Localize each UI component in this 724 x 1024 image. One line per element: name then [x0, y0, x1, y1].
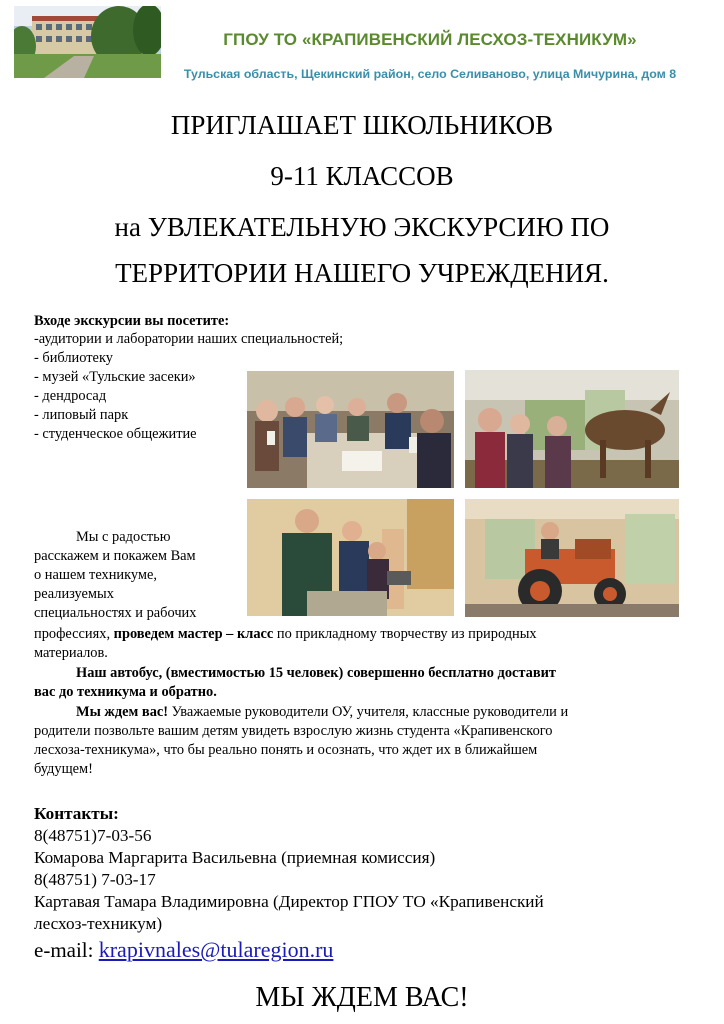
email-label: e-mail:: [34, 938, 99, 962]
photo-lab-equipment: [247, 499, 454, 616]
wait-line-1: [76, 703, 568, 722]
intro-line: реализуемых: [34, 586, 114, 602]
intro-end: материалов.: [34, 645, 108, 661]
tour-item: - липовый парк: [34, 407, 129, 423]
contact-person-2-cont: лесхоз-техникум): [34, 914, 163, 933]
wait-line-4: будущем!: [34, 761, 93, 777]
contact-phone-1: 8(48751)7-03-56: [34, 826, 152, 845]
photo-museum-elk: [465, 370, 679, 488]
tour-item: - дендросад: [34, 388, 107, 404]
photo-students-classroom: [247, 371, 454, 488]
intro-line: о нашем техникуме,: [34, 567, 158, 583]
photo-tractor: [465, 499, 679, 617]
closing-text: МЫ ЖДЕМ ВАС!: [255, 982, 469, 1013]
intro-masterclass-line: [34, 625, 537, 644]
intro-line: Мы с радостью: [76, 529, 171, 545]
intro-cont-b: по прикладному творчеству из природных: [273, 626, 537, 642]
intro-line: специальностях и рабочих: [34, 605, 197, 621]
headline-line-2: 9-11 КЛАССОВ: [270, 161, 454, 191]
tour-item: - студенческое общежитие: [34, 426, 197, 442]
wait-line-3: лесхоза-техникума», что бы реально понять и осознать, что ждет их в ближайшем: [34, 742, 538, 758]
headline-line-3: на УВЛЕКАТЕЛЬНУЮ ЭКСКУРСИЮ ПО: [114, 212, 610, 242]
contact-person-1: Комарова Маргарита Васильевна (приемная комиссия): [34, 848, 436, 867]
bus-line-2: вас до техникума и обратно.: [34, 684, 217, 700]
contacts-heading: Контакты:: [34, 804, 119, 823]
wait-rest: Уважаемые руководители ОУ, учителя, классные руководители и: [168, 704, 569, 720]
tour-item: -аудитории и лаборатории наших специальностей;: [34, 331, 344, 347]
header-address: Тульская область, Щекинский район, село Селиваново, улица Мичурина, дом 8: [183, 67, 677, 81]
bus-line-1: Наш автобус, (вместимостью 15 человек) совершенно бесплатно доставит: [76, 665, 556, 681]
contact-person-2: Картавая Тамара Владимировна (Директор ГПОУ ТО «Крапивенский: [34, 892, 544, 911]
masterclass-bold: проведем мастер – класс: [113, 626, 274, 642]
contact-phone-2: 8(48751) 7-03-17: [34, 870, 156, 889]
tour-heading: Входе экскурсии вы посетите:: [34, 313, 230, 329]
headline-line-1: ПРИГЛАШАЕТ ШКОЛЬНИКОВ: [170, 110, 554, 140]
wait-line-2: родители позвольте вашим детям увидеть взрослую жизнь студента «Крапивенского: [34, 723, 553, 739]
wait-bold: Мы ждем вас!: [76, 704, 169, 720]
intro-line: расскажем и покажем Вам: [34, 548, 196, 564]
email-link[interactable]: krapivnales@tularegion.ru: [98, 937, 334, 962]
intro-cont-a: профессиях,: [34, 626, 114, 642]
header-building-photo: [14, 6, 161, 78]
headline-line-4: ТЕРРИТОРИИ НАШЕГО УЧРЕЖДЕНИЯ.: [115, 258, 609, 288]
tour-item: - библиотеку: [34, 350, 113, 366]
header-title: ГПОУ ТО «КРАПИВЕНСКИЙ ЛЕСХОЗ-ТЕХНИКУМ»: [223, 30, 637, 49]
email-line: [34, 937, 333, 963]
tour-item: - музей «Тульские засеки»: [34, 369, 196, 385]
